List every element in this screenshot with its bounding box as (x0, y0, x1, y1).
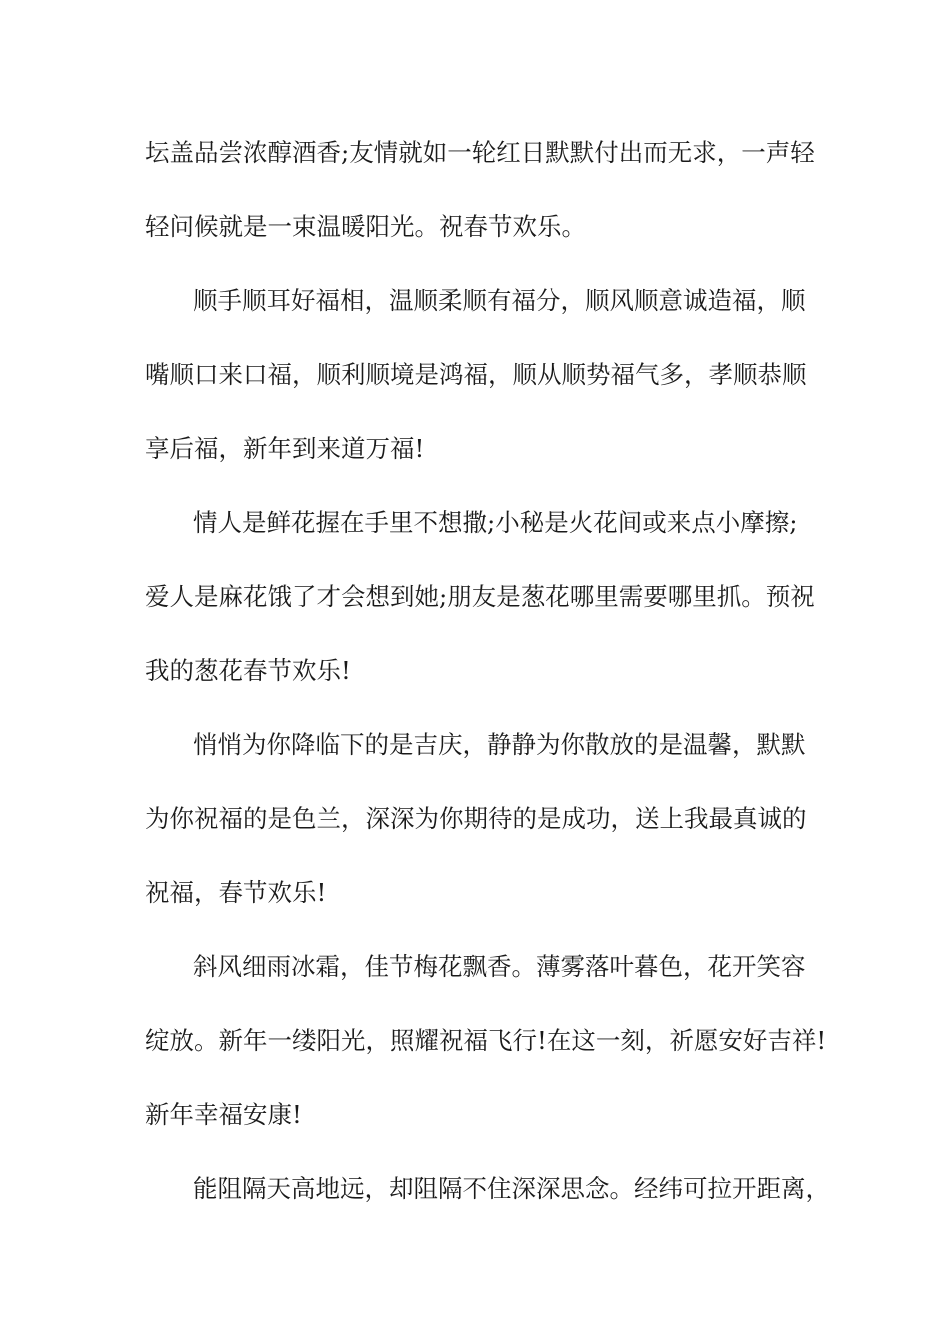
text-line: 绽放。新年一缕阳光，照耀祝福飞行!在这一刻，祈愿安好吉祥! (145, 1026, 827, 1055)
text-line: 能阻隔天高地远，却阻隔不住深深思念。经纬可拉开距离， (193, 1174, 830, 1203)
text-line: 嘴顺口来口福，顺利顺境是鸿福，顺从顺势福气多，孝顺恭顺 (145, 360, 807, 389)
text-line: 坛盖品尝浓醇酒香;友情就如一轮红日默默付出而无求，一声轻 (145, 138, 815, 167)
text-line: 享后福，新年到来道万福! (145, 434, 425, 463)
text-line: 爱人是麻花饿了才会想到她;朋友是葱花哪里需要哪里抓。预祝 (145, 582, 815, 611)
text-line: 为你祝福的是色兰，深深为你期待的是成功，送上我最真诚的 (145, 804, 807, 833)
text-line: 新年幸福安康! (145, 1100, 302, 1129)
text-line: 悄悄为你降临下的是吉庆，静静为你散放的是温馨，默默 (193, 730, 806, 759)
text-line: 顺手顺耳好福相，温顺柔顺有福分，顺风顺意诚造福，顺 (193, 286, 806, 315)
text-line: 情人是鲜花握在手里不想撒;小秘是火花间或来点小摩擦; (193, 508, 798, 537)
text-line: 我的葱花春节欢乐! (145, 656, 351, 685)
text-line: 轻问候就是一束温暖阳光。祝春节欢乐。 (145, 212, 586, 241)
text-line: 斜风细雨冰霜，佳节梅花飘香。薄雾落叶暮色，花开笑容 (193, 952, 806, 981)
text-line: 祝福，春节欢乐! (145, 878, 327, 907)
